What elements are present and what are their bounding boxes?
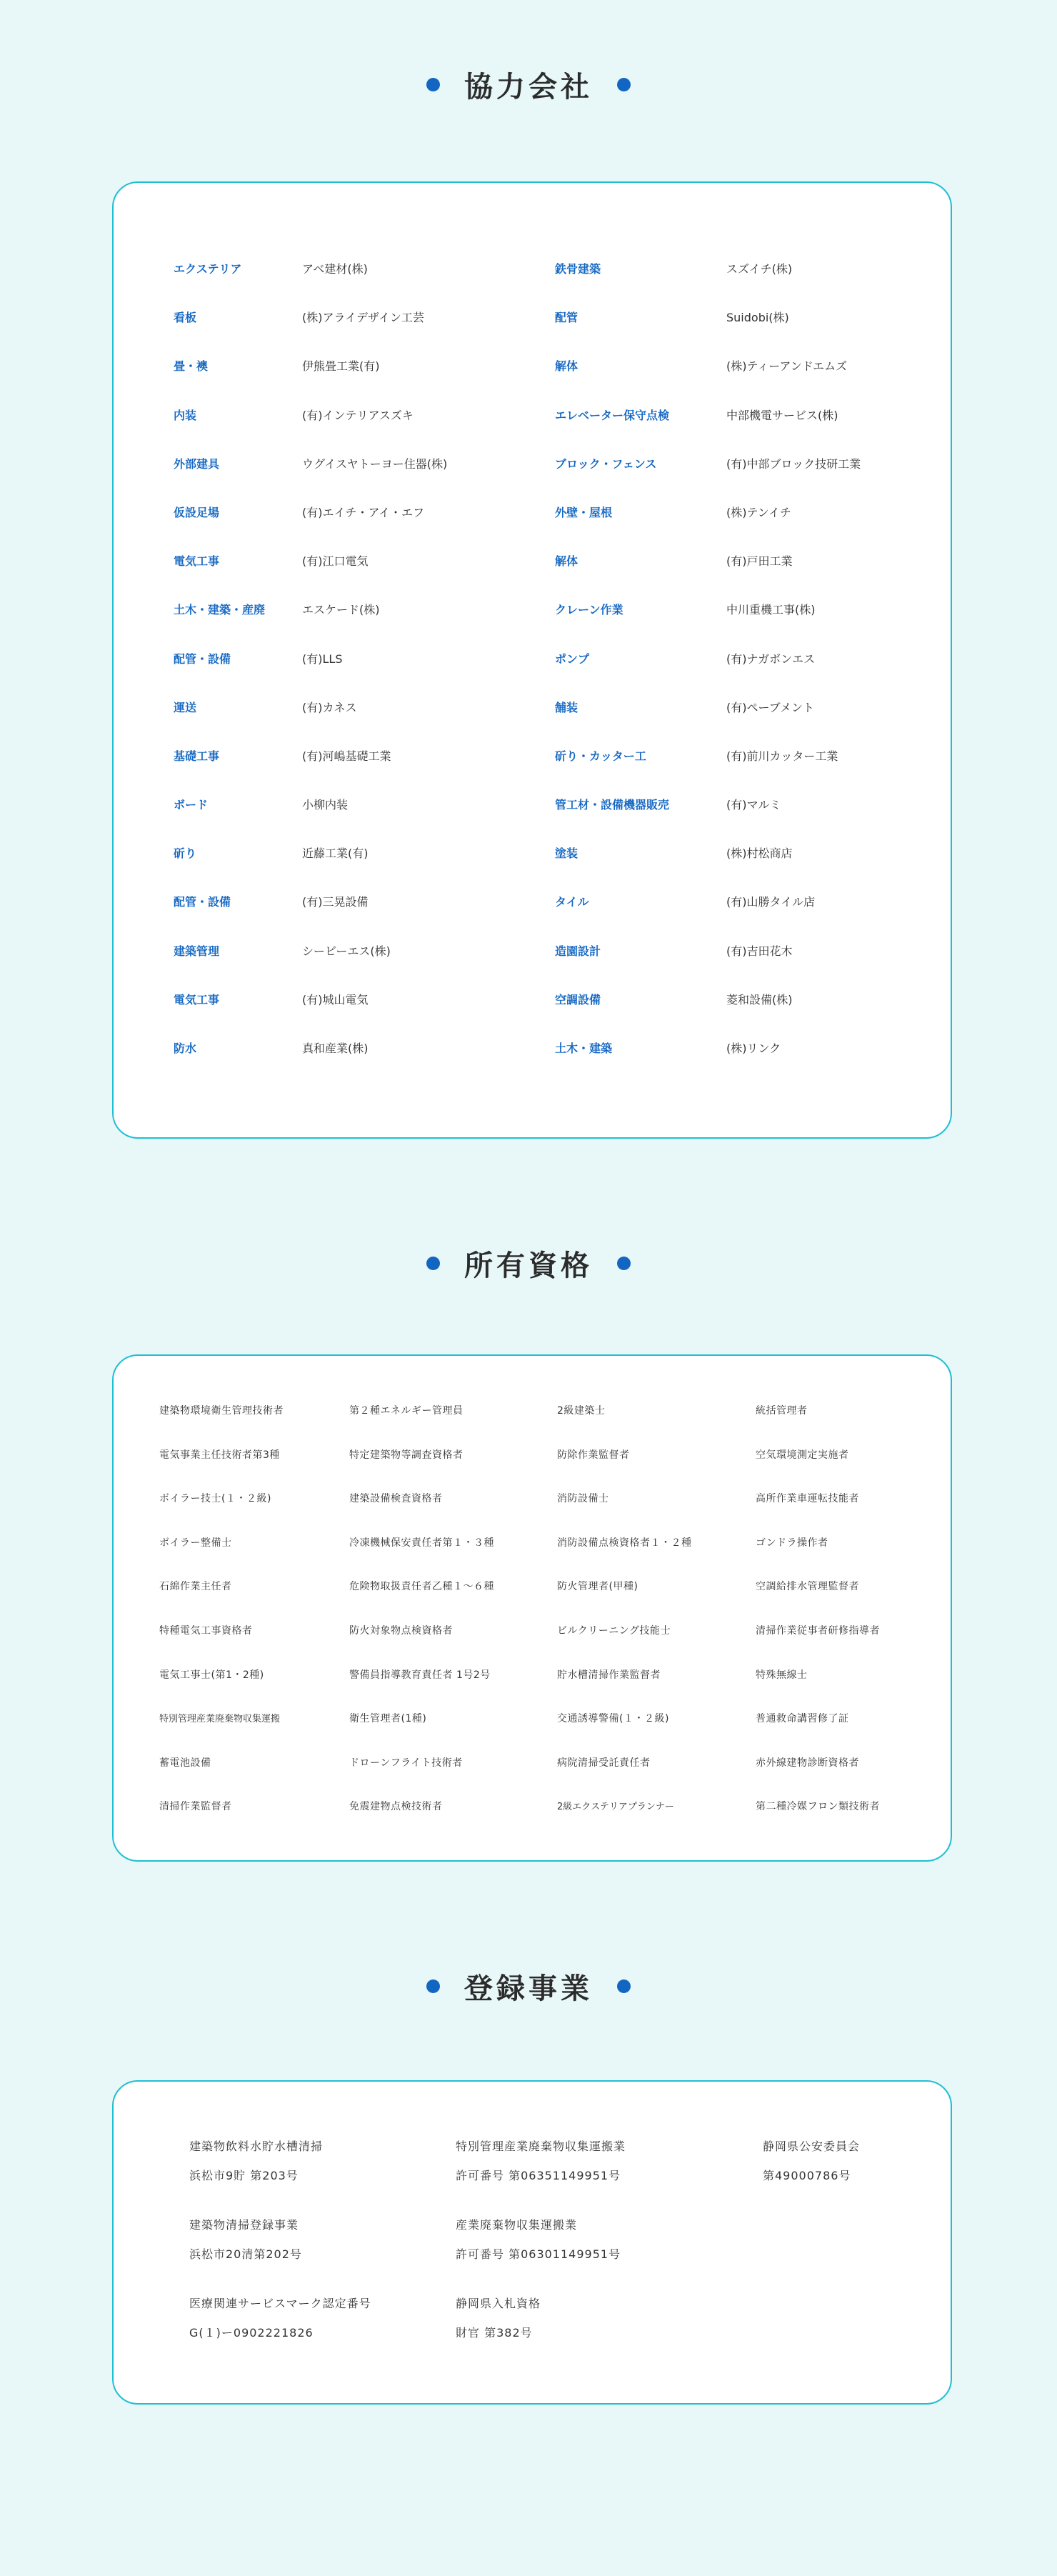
qualification-item: 免震建物点検技術者 xyxy=(349,1801,443,1813)
partner-category: エレベーター保守点検 xyxy=(555,408,670,422)
partner-company: (有)江口電気 xyxy=(302,554,369,569)
qualification-item: 危険物取扱責任者乙種１〜６種 xyxy=(349,1581,494,1593)
partner-category: 内装 xyxy=(174,408,197,422)
partner-category: クレーン作業 xyxy=(555,603,623,617)
registration-number: 浜松市9貯 第203号 xyxy=(189,2169,299,2182)
partner-company: 真和産業(株) xyxy=(302,1042,369,1055)
qualification-item: 特定建築物等調査資格者 xyxy=(349,1449,464,1461)
partner-company: (有)戸田工業 xyxy=(726,554,793,569)
qualification-item: 建築設備検査資格者 xyxy=(349,1493,443,1505)
qualification-item: ボイラー技士(１・２級) xyxy=(159,1493,271,1505)
qualification-item: 電気工事士(第1・2種) xyxy=(159,1669,264,1681)
partner-category: 電気工事 xyxy=(174,554,220,569)
qualification-item: 消防設備士 xyxy=(557,1493,609,1505)
qualification-item: 石綿作業主任者 xyxy=(159,1581,232,1593)
partner-company: (有)マルミ xyxy=(726,798,781,812)
partner-company: スズイチ(株) xyxy=(726,262,793,276)
registration-title: 建築物清掃登録事業 xyxy=(189,2218,299,2232)
partner-category: 舗装 xyxy=(555,700,578,714)
partner-company: 菱和設備(株) xyxy=(726,992,793,1007)
partner-company: アベ建材(株) xyxy=(302,262,368,276)
qualification-item: 第２種エネルギー管理員 xyxy=(349,1405,464,1417)
partner-category: 建築管理 xyxy=(174,944,220,958)
registration-title: 産業廃棄物収集運搬業 xyxy=(456,2218,578,2232)
qualification-item: 交通誘導警備(１・２級) xyxy=(557,1713,669,1725)
qualification-item: ゴンドラ操作者 xyxy=(756,1537,828,1549)
registrations-heading xyxy=(0,1965,1057,2007)
qualification-item: 普通救命講習修了証 xyxy=(756,1713,849,1725)
registration-item xyxy=(189,2296,456,2375)
partner-company: (株)アライデザイン工芸 xyxy=(302,311,424,325)
registration-number: 第49000786号 xyxy=(763,2169,851,2182)
partner-category: 看板 xyxy=(174,311,197,325)
heading-dot-icon xyxy=(617,1257,631,1270)
qualification-item: 空気環境測定実施者 xyxy=(756,1449,849,1461)
partner-company: (有)城山電気 xyxy=(302,992,369,1007)
registrations-card xyxy=(112,2080,952,2405)
qualification-item: 特殊無線士 xyxy=(756,1669,808,1681)
registration-item xyxy=(456,2296,763,2375)
qualification-item: 2級建築士 xyxy=(557,1405,606,1417)
registration-empty-cell xyxy=(763,2217,903,2296)
qualification-item: 第二種冷媒フロン類技術者 xyxy=(756,1801,880,1813)
partner-category: 土木・建築 xyxy=(555,1042,613,1055)
qualification-item: 高所作業車運転技能者 xyxy=(756,1493,859,1505)
registrations-title: 登録事業 xyxy=(464,1972,593,2005)
partner-company: (有)山勝タイル店 xyxy=(726,895,816,909)
qualification-item: 冷凍機械保安責任者第１・３種 xyxy=(349,1537,494,1549)
partner-company: (株)ティーアンドエムズ xyxy=(726,359,848,374)
qualification-item: 電気事業主任技術者第3種 xyxy=(159,1449,280,1461)
partners-title: 協力会社 xyxy=(464,70,593,104)
registration-number: 許可番号 第06301149951号 xyxy=(456,2247,621,2261)
partner-company: シービーエス(株) xyxy=(302,944,391,958)
partner-category: 電気工事 xyxy=(174,992,220,1007)
registration-title: 静岡県入札資格 xyxy=(456,2297,541,2310)
qualification-item: 特種電気工事資格者 xyxy=(159,1624,253,1637)
partner-company: (有)インテリアスズキ xyxy=(302,408,414,422)
heading-dot-icon xyxy=(426,1257,440,1270)
qualification-item: 消防設備点検資格者１・２種 xyxy=(557,1537,692,1549)
partner-category: 運送 xyxy=(174,700,197,714)
partner-company: 小柳内装 xyxy=(302,798,349,812)
partner-category: 塗装 xyxy=(555,847,578,861)
partner-category: エクステリア xyxy=(174,262,242,276)
registration-title: 建築物飲料水貯水槽清掃 xyxy=(189,2140,324,2153)
partners-heading xyxy=(0,63,1057,106)
registration-title: 静岡県公安委員会 xyxy=(763,2140,861,2153)
partners-list xyxy=(174,260,931,1088)
qualification-item: 警備員指導教育責任者 1号2号 xyxy=(349,1669,491,1681)
partner-category: 外部建具 xyxy=(174,456,220,471)
qualification-item: 清掃作業従事者研修指導者 xyxy=(756,1624,880,1637)
partner-category: 解体 xyxy=(555,554,578,569)
partner-company: (有)吉田花木 xyxy=(726,944,793,958)
qualification-item: 2級エクステリアプランナー xyxy=(557,1802,674,1813)
qualification-item: 赤外線建物診断資格者 xyxy=(756,1757,859,1769)
partner-company: 中川重機工事(株) xyxy=(726,603,816,617)
registration-item xyxy=(456,2217,763,2296)
partner-company: 伊熊畳工業(有) xyxy=(302,359,380,374)
partner-category: 斫り xyxy=(174,847,197,861)
partner-category: 空調設備 xyxy=(555,992,601,1007)
registration-title: 特別管理産業廃棄物収集運搬業 xyxy=(456,2140,626,2153)
registration-number: 許可番号 第06351149951号 xyxy=(456,2169,621,2182)
qualification-item: 防火対象物点検資格者 xyxy=(349,1624,453,1637)
partner-category: ブロック・フェンス xyxy=(555,456,657,471)
qualification-item: 空調給排水管理監督者 xyxy=(756,1581,859,1593)
partner-category: ボード xyxy=(174,798,209,812)
partner-company: (有)ナガボンエス xyxy=(726,652,816,666)
qualification-item: 統括管理者 xyxy=(756,1405,808,1417)
partner-company: (株)テンイチ xyxy=(726,505,791,519)
partner-category: 基礎工事 xyxy=(174,749,220,763)
heading-dot-icon xyxy=(617,1980,631,1993)
partners-card xyxy=(112,181,952,1139)
qualification-item: 特別管理産業廃棄物収集運搬 xyxy=(159,1714,281,1725)
registration-item xyxy=(189,2139,456,2217)
registration-number: 財官 第382号 xyxy=(456,2326,533,2340)
partner-company: (有)エイチ・アイ・エフ xyxy=(302,505,425,519)
partner-category: 造園設計 xyxy=(555,944,601,958)
partner-company: (株)リンク xyxy=(726,1042,781,1055)
partner-category: 外壁・屋根 xyxy=(555,505,613,519)
partner-company: 中部機電サービス(株) xyxy=(726,408,838,422)
qualification-item: 建築物環境衛生管理技術者 xyxy=(159,1405,284,1417)
partner-category: 防水 xyxy=(174,1042,197,1055)
partner-company: (有)三晃設備 xyxy=(302,895,369,909)
partner-company: ウグイスヤトーヨー住器(株) xyxy=(302,456,448,471)
registrations-list xyxy=(189,2139,903,2375)
qualification-item: 病院清掃受託責任者 xyxy=(557,1757,651,1769)
registration-item xyxy=(763,2139,903,2217)
partner-category: ポンプ xyxy=(555,652,590,666)
partner-category: 斫り・カッター工 xyxy=(555,749,646,763)
partner-company: (有)ペーブメント xyxy=(726,700,815,714)
partner-company: (有)カネス xyxy=(302,700,357,714)
partner-company: エスケード(株) xyxy=(302,603,380,617)
partner-category: 土木・建築・産廃 xyxy=(174,603,266,617)
qualifications-card xyxy=(112,1354,952,1862)
qualification-item: 防火管理者(甲種) xyxy=(557,1581,638,1593)
qualification-item: ビルクリーニング技能士 xyxy=(557,1624,671,1637)
partner-category: 配管・設備 xyxy=(174,895,231,909)
partner-category: 畳・襖 xyxy=(174,359,209,374)
registration-number: G(１)ー0902221826 xyxy=(189,2326,314,2340)
heading-dot-icon xyxy=(426,1980,440,1993)
partner-category: 管工材・設備機器販売 xyxy=(555,798,670,812)
qualification-item: ボイラー整備士 xyxy=(159,1537,232,1549)
qualification-item: 清掃作業監督者 xyxy=(159,1801,232,1813)
partner-company: (有)前川カッター工業 xyxy=(726,749,838,763)
partner-company: (有)中部ブロック技研工業 xyxy=(726,456,861,471)
heading-dot-icon xyxy=(426,78,440,91)
registration-item xyxy=(456,2139,763,2217)
qualifications-list xyxy=(159,1403,938,1843)
qualification-item: ドローンフライト技術者 xyxy=(349,1757,463,1769)
partner-category: 仮設足場 xyxy=(174,505,220,519)
heading-dot-icon xyxy=(617,78,631,91)
partner-category: 解体 xyxy=(555,359,578,374)
qualifications-heading xyxy=(0,1242,1057,1284)
partner-company: (有)河嶋基礎工業 xyxy=(302,749,391,763)
partner-category: 鉄骨建築 xyxy=(555,262,601,276)
qualification-item: 衛生管理者(1種) xyxy=(349,1713,427,1725)
qualification-item: 蓄電池設備 xyxy=(159,1757,211,1769)
qualifications-title: 所有資格 xyxy=(464,1249,593,1282)
partner-company: (有)LLS xyxy=(302,652,343,666)
registration-title: 医療関連サービスマーク認定番号 xyxy=(189,2297,371,2310)
qualification-item: 防除作業監督者 xyxy=(557,1449,630,1461)
partner-category: 配管 xyxy=(555,311,578,325)
partner-category: タイル xyxy=(555,895,589,909)
partner-category: 配管・設備 xyxy=(174,652,231,666)
partner-company: 近藤工業(有) xyxy=(302,847,369,861)
registration-item xyxy=(189,2217,456,2296)
partner-company: (株)村松商店 xyxy=(726,847,793,861)
qualification-item: 貯水槽清掃作業監督者 xyxy=(557,1669,661,1681)
partner-company: Suidobi(株) xyxy=(726,311,789,325)
registration-number: 浜松市20清第202号 xyxy=(189,2247,302,2261)
